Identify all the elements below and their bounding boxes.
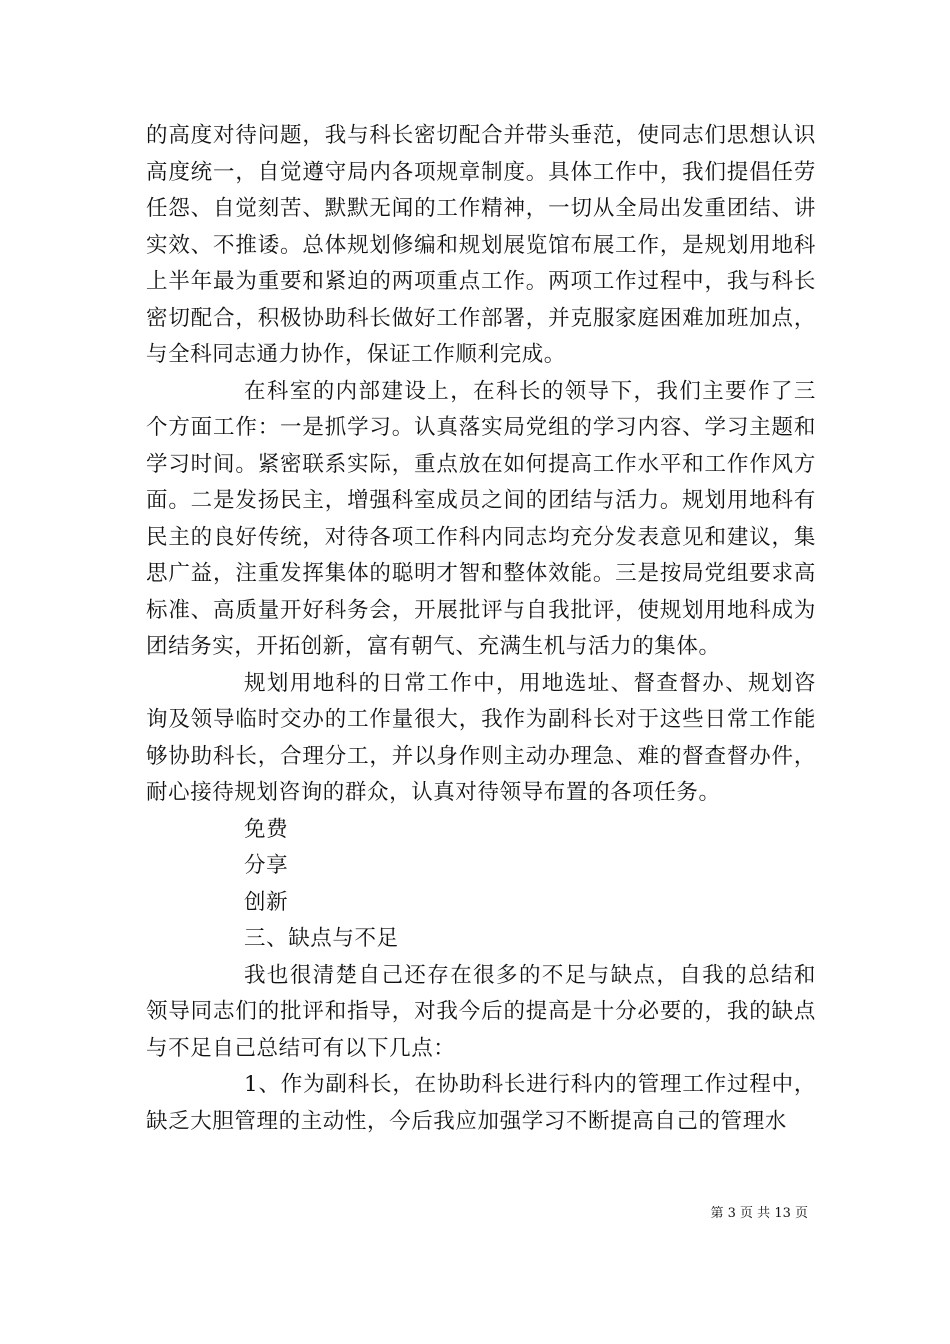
paragraph-point-1: 1、作为副科长，在协助科长进行科内的管理工作过程中，缺乏大胆管理的主动性，今后我应加强学习不断提高自己的管理水 xyxy=(146,1072,816,1134)
section-heading-shortcomings: 三、缺点与不足 xyxy=(244,926,399,951)
document-body xyxy=(146,118,816,1140)
paragraph-continuation: 的高度对待问题，我与科长密切配合并带头垂范，使同志们思想认识高度统一，自觉遵守局内各项规章制度。具体工作中，我们提倡任劳任怨、自觉刻苦、默默无闻的工作精神，一切从全局出发重团结、讲实效、不推诿。总体规划修编和规划展览馆布展工作，是规划用地科上半年最为重要和紧迫的两项重点工作。两项工作过程中，我与科长密切配合，积极协助科长做好工作部署，并克服家庭困难加班加点，与全科同志通力协作，保证工作顺利完成。 xyxy=(146,123,816,367)
page-number-footer: 第 3 页 共 13 页 xyxy=(710,1206,808,1221)
word-share: 分享 xyxy=(244,853,289,878)
word-innovate: 创新 xyxy=(244,889,289,915)
word-free: 免费 xyxy=(244,816,289,842)
paragraph-daily-work: 规划用地科的日常工作中，用地选址、督查督办、规划咨询及领导临时交办的工作量很大，我作为副科长对于这些日常工作能够协助科长，合理分工，并以身作则主动办理急、难的督查督办件，耐心接待规划咨询的群众，认真对待领导布置的各项任务。 xyxy=(146,670,816,805)
paragraph-internal-construction: 在科室的内部建设上，在科长的领导下，我们主要作了三个方面工作：一是抓学习。认真落实局党组的学习内容、学习主题和学习时间。紧密联系实际，重点放在如何提高工作水平和工作作风方面。二是发扬民主，增强科室成员之间的团结与活力。规划用地科有民主的良好传统，对待各项工作科内同志均充分发表意见和建议，集思广益，注重发挥集体的聪明才智和整体效能。三是按局党组要求高标准、高质量开好科务会，开展批评与自我批评，使规划用地科成为团结务实，开拓创新，富有朝气、充满生机与活力的集体。 xyxy=(146,378,816,659)
paragraph-shortcomings-intro: 我也很清楚自己还存在很多的不足与缺点，自我的总结和领导同志们的批评和指导，对我今后的提高是十分必要的，我的缺点与不足自己总结可有以下几点： xyxy=(146,962,816,1061)
